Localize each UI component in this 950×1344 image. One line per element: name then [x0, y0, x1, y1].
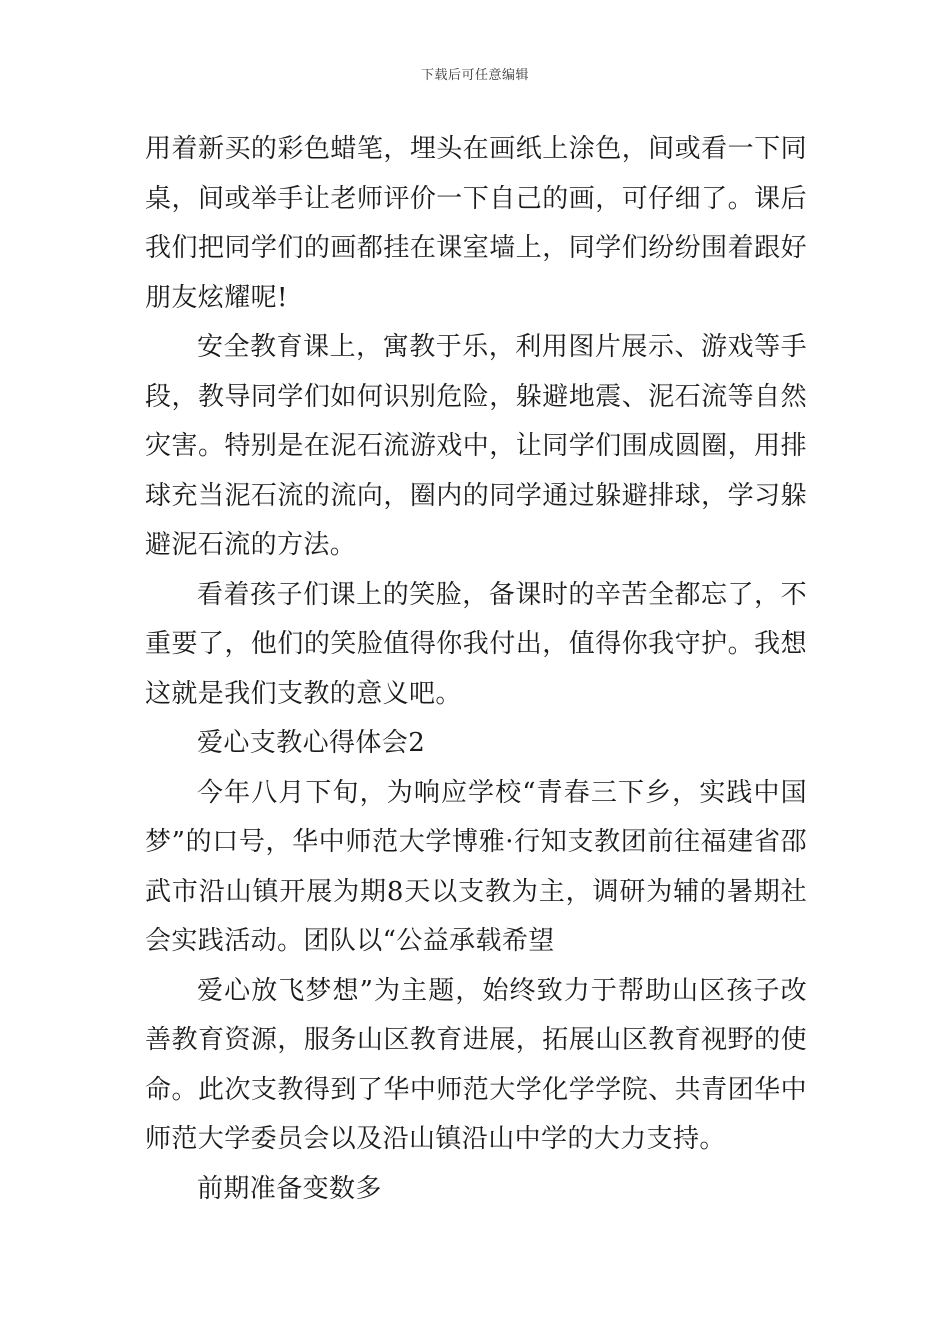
paragraph-3: 看着孩子们课上的笑脸，备课时的辛苦全都忘了，不重要了，他们的笑脸值得你我付出，值得你我守护。我想这就是我们支教的意义吧。 [145, 579, 807, 709]
subheading: 前期准备变数多 [197, 1173, 382, 1204]
paragraph-2: 安全教育课上，寓教于乐，利用图片展示、游戏等手段，教导同学们如何识别危险，躲避地震、泥石流等自然灾害。特别是在泥石流游戏中，让同学们围成圆圈，用排球充当泥石流的流向，圈内的同学通过躲避排球，学习躲避泥石流的方法。 [145, 332, 807, 560]
document-body [145, 125, 807, 1214]
page-header-note: 下载后可任意编辑 [420, 68, 529, 83]
paragraph-1: 用着新买的彩色蜡笔，埋头在画纸上涂色，间或看一下同桌，间或举手让老师评价一下自己的画，可仔细了。课后我们把同学们的画都挂在课室墙上，同学们纷纷围着跟好朋友炫耀呢! [145, 134, 807, 313]
paragraph-4: 今年八月下旬，为响应学校“青春三下乡，实践中国梦”的口号，华中师范大学博雅·行知支教团前往福建省邵武市沿山镇开展为期8天以支教为主，调研为辅的暑期社会实践活动。团队以“公益承载希望 [145, 777, 807, 956]
paragraph-5: 爱心放飞梦想”为主题，始终致力于帮助山区孩子改善教育资源，服务山区教育进展，拓展山区教育视野的使命。此次支教得到了华中师范大学化学学院、共青团华中师范大学委员会以及沿山镇沿山中学的大力支持。 [145, 975, 807, 1154]
section-heading: 爱心支教心得体会2 [197, 728, 426, 758]
